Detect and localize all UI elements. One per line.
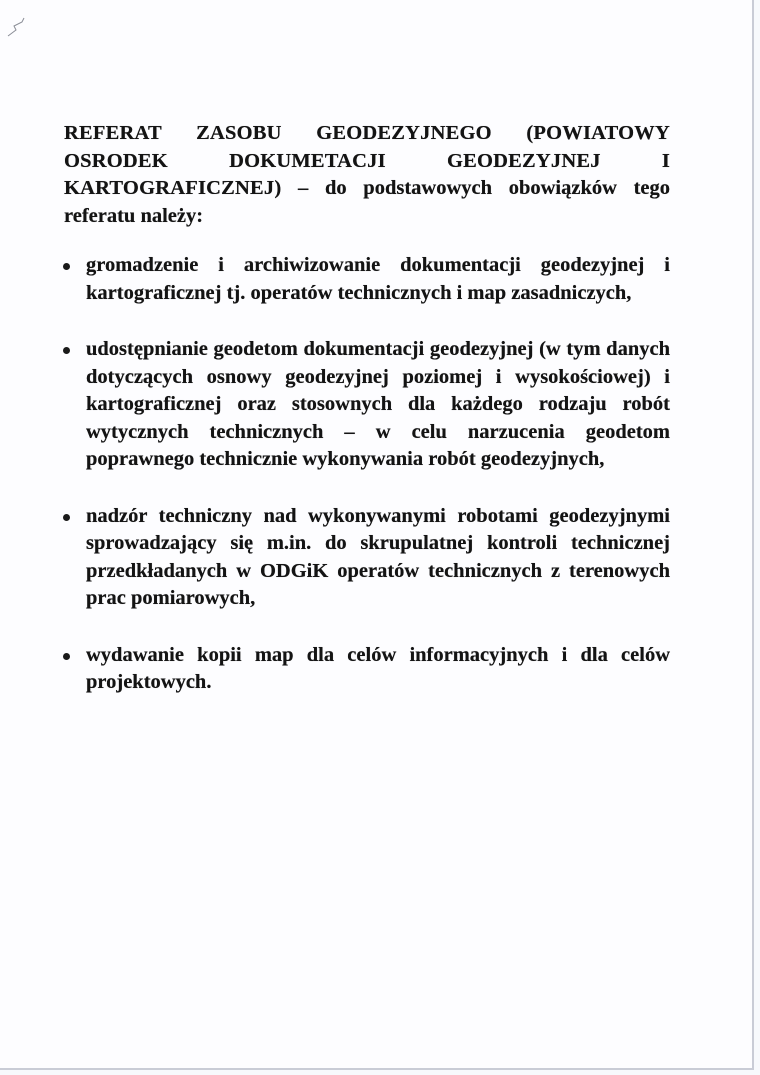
bullet-icon xyxy=(63,263,70,270)
list-item xyxy=(64,642,670,697)
list-item xyxy=(64,252,670,307)
list-item xyxy=(64,503,670,613)
intro-paragraph xyxy=(64,120,670,230)
duty-text: nadzór techniczny nad wykonywanymi robotami geodezyjnymi sprowadzający się m.in. do skrupulatnej kontroli technicznej przedkładanych w ODGiK operatów technicznych z terenowych prac pomiarowych, xyxy=(86,504,670,609)
duties-list xyxy=(64,252,670,697)
bullet-icon xyxy=(63,347,70,354)
scan-artifact-mark xyxy=(6,14,32,40)
duty-text: gromadzenie i archiwizowanie dokumentacji geodezyjnej i kartograficznej tj. operatów technicznych i map zasadniczych, xyxy=(86,254,670,304)
department-title: REFERAT ZASOBU GEODEZYJNEGO (POWIATOWY OSRODEK DOKUMETACJI GEODEZYJNEJ I KARTOGRAFICZNEJ) xyxy=(64,122,670,199)
bullet-icon xyxy=(63,514,70,521)
intro-lead: – do podstawowych obowiązków tego referatu należy: xyxy=(64,177,670,227)
list-item xyxy=(64,336,670,474)
document-body xyxy=(64,120,670,726)
duty-text: udostępnianie geodetom dokumentacji geodezyjnej (w tym danych dotyczących osnowy geodezyjnej poziomej i wysokościowej) i kartograficznej oraz stosownych dla każdego rodzaju robót wytycznych technicznych – w celu narzucenia geodetom poprawnego technicznie wykonywania robót geodezyjnych, xyxy=(86,338,670,470)
duty-text: wydawanie kopii map dla celów informacyjnych i dla celów projektowych. xyxy=(86,643,670,693)
bullet-icon xyxy=(63,653,70,660)
